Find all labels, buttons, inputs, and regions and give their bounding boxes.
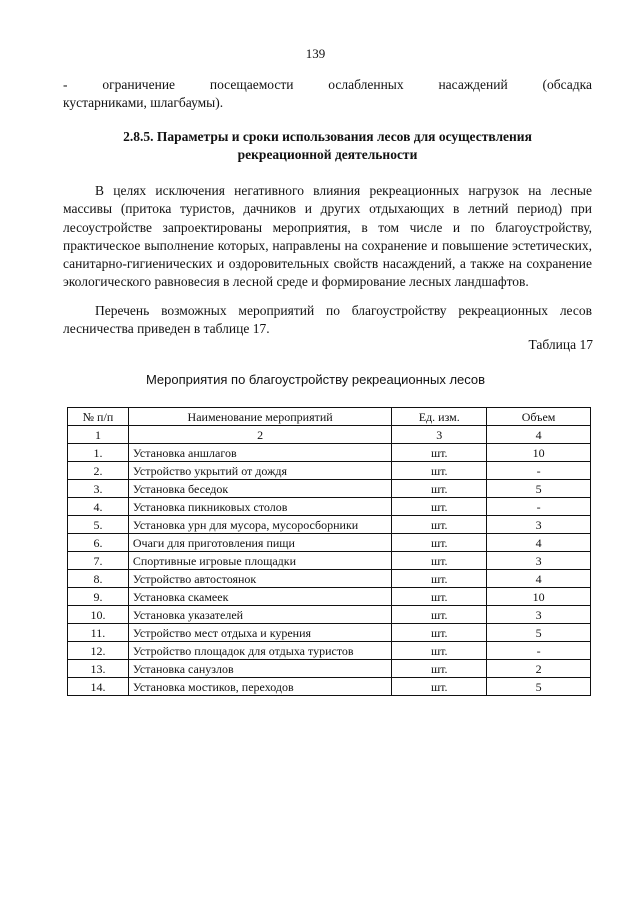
intro-bullet xyxy=(63,76,592,112)
cell-number: 2. xyxy=(68,462,129,480)
cell-volume: - xyxy=(487,642,591,660)
column-numbering-row xyxy=(68,426,591,444)
cell-volume: 2 xyxy=(487,660,591,678)
table-row xyxy=(68,498,591,516)
cell-name: Установка скамеек xyxy=(128,588,391,606)
section-heading-line-1: 2.8.5. Параметры и сроки использования лесов для осуществления xyxy=(123,129,532,144)
table-row xyxy=(68,624,591,642)
cell-unit: шт. xyxy=(392,534,487,552)
cell-name: Установка санузлов xyxy=(128,660,391,678)
cell-volume: 5 xyxy=(487,624,591,642)
cell-number: 11. xyxy=(68,624,129,642)
cell-volume: 4 xyxy=(487,570,591,588)
cell-name: Устройство укрытий от дождя xyxy=(128,462,391,480)
cell-unit: шт. xyxy=(392,498,487,516)
column-number-3: 3 xyxy=(392,426,487,444)
header-volume: Объем xyxy=(487,408,591,426)
table-row xyxy=(68,534,591,552)
cell-name: Установка указателей xyxy=(128,606,391,624)
page-number: 139 xyxy=(305,46,326,61)
cell-name: Устройство мест отдыха и курения xyxy=(128,624,391,642)
cell-number: 9. xyxy=(68,588,129,606)
cell-unit: шт. xyxy=(392,570,487,588)
table-row xyxy=(68,606,591,624)
cell-volume: 10 xyxy=(487,444,591,462)
cell-unit: шт. xyxy=(392,606,487,624)
table-row xyxy=(68,480,591,498)
cell-unit: шт. xyxy=(392,678,487,696)
cell-number: 6. xyxy=(68,534,129,552)
column-number-2: 2 xyxy=(128,426,391,444)
intro-line-2: кустарниками, шлагбаумы). xyxy=(63,95,224,110)
cell-unit: шт. xyxy=(392,660,487,678)
cell-number: 3. xyxy=(68,480,129,498)
cell-name: Установка пикниковых столов xyxy=(128,498,391,516)
table-row xyxy=(68,444,591,462)
cell-volume: 5 xyxy=(487,678,591,696)
cell-name: Установка урн для мусора, мусоросборники xyxy=(128,516,391,534)
cell-volume: 10 xyxy=(487,588,591,606)
cell-unit: шт. xyxy=(392,516,487,534)
cell-unit: шт. xyxy=(392,480,487,498)
paragraph-reference: Перечень возможных мероприятий по благоустройству рекреационных лесов лесничества приведен в таблице 17. xyxy=(63,303,592,337)
cell-number: 14. xyxy=(68,678,129,696)
cell-unit: шт. xyxy=(392,462,487,480)
cell-number: 12. xyxy=(68,642,129,660)
cell-unit: шт. xyxy=(392,624,487,642)
cell-number: 10. xyxy=(68,606,129,624)
table-row xyxy=(68,642,591,660)
section-heading-line-2: рекреационной деятельности xyxy=(237,147,418,162)
cell-unit: шт. xyxy=(392,588,487,606)
cell-volume: 3 xyxy=(487,552,591,570)
measures-table xyxy=(67,407,591,696)
cell-name: Спортивные игровые площадки xyxy=(128,552,391,570)
table-title: Мероприятия по благоустройству рекреационных лесов xyxy=(145,372,486,387)
table-row xyxy=(68,678,591,696)
paragraph-impact: В целях исключения негативного влияния рекреационных нагрузок на лесные массивы (притока туристов, дачников и других отдыхающих в летний период) при лесоустройстве запроектированы мероприятия, в том числе и по благоустройству, практическое выполнение которых, направлены на сохранение и повышение эстетических, санитарно-гигиенических и оздоровительных свойств насаждений, а также на сохранение экологического равновесия в лесной среде и формирование лесных ландшафтов. xyxy=(63,183,592,290)
table-row xyxy=(68,516,591,534)
cell-volume: - xyxy=(487,462,591,480)
column-number-1: 1 xyxy=(68,426,129,444)
header-name: Наименование мероприятий xyxy=(128,408,391,426)
cell-name: Установка мостиков, переходов xyxy=(128,678,391,696)
cell-volume: 3 xyxy=(487,516,591,534)
cell-name: Очаги для приготовления пищи xyxy=(128,534,391,552)
cell-number: 5. xyxy=(68,516,129,534)
cell-number: 1. xyxy=(68,444,129,462)
cell-unit: шт. xyxy=(392,642,487,660)
section-heading xyxy=(63,128,592,164)
cell-volume: - xyxy=(487,498,591,516)
cell-volume: 4 xyxy=(487,534,591,552)
table-row xyxy=(68,588,591,606)
cell-name: Установка аншлагов xyxy=(128,444,391,462)
cell-name: Установка беседок xyxy=(128,480,391,498)
table-row xyxy=(68,660,591,678)
cell-volume: 5 xyxy=(487,480,591,498)
cell-name: Устройство площадок для отдыха туристов xyxy=(128,642,391,660)
table-row xyxy=(68,552,591,570)
table-row xyxy=(68,570,591,588)
column-number-4: 4 xyxy=(487,426,591,444)
table-label: Таблица 17 xyxy=(528,337,593,352)
cell-number: 7. xyxy=(68,552,129,570)
cell-unit: шт. xyxy=(392,552,487,570)
cell-volume: 3 xyxy=(487,606,591,624)
intro-line-1: - ограничение посещаемости ослабленных насаждений (обсадка xyxy=(63,77,592,92)
header-number: № п/п xyxy=(68,408,129,426)
cell-name: Устройство автостоянок xyxy=(128,570,391,588)
cell-number: 4. xyxy=(68,498,129,516)
table-header-row xyxy=(68,408,591,426)
header-unit: Ед. изм. xyxy=(392,408,487,426)
cell-number: 13. xyxy=(68,660,129,678)
cell-number: 8. xyxy=(68,570,129,588)
cell-unit: шт. xyxy=(392,444,487,462)
table-row xyxy=(68,462,591,480)
